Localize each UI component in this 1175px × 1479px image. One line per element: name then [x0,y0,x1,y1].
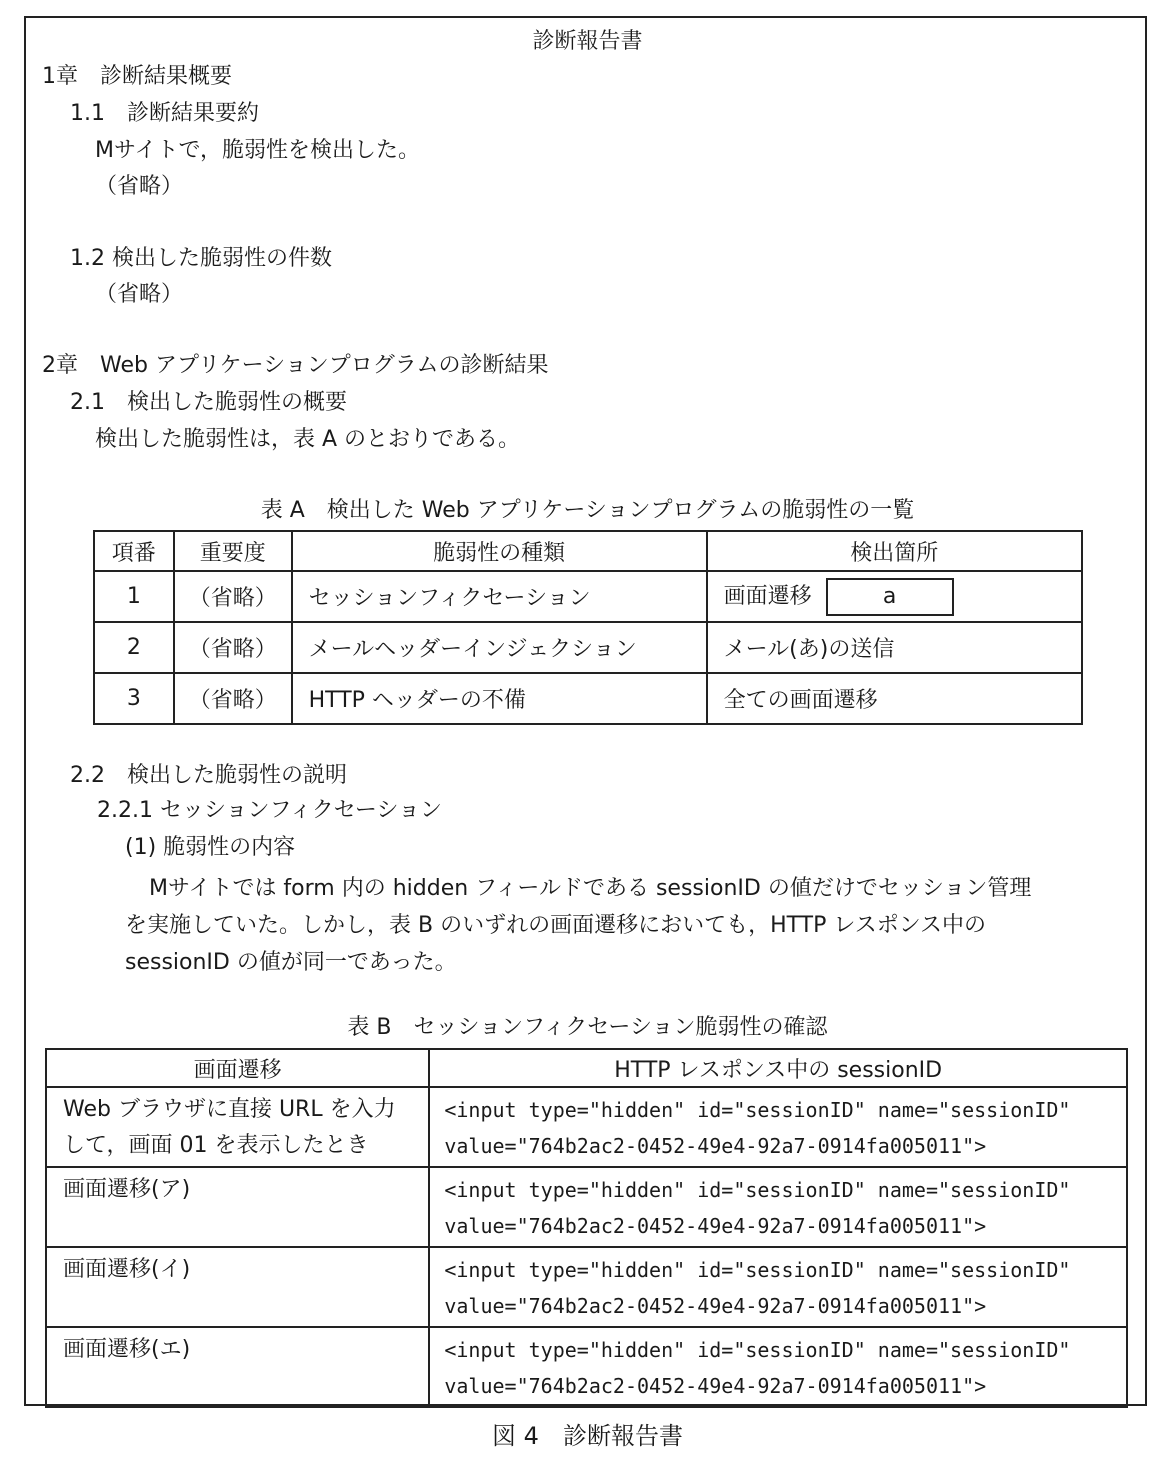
table-row [46,1327,1127,1407]
table-header-row [46,1049,1127,1087]
code-line: <input type="hidden" id="sessionID" name="sessionID" [444,1258,1071,1282]
transition-cell [46,1167,429,1247]
section-1-2-omitted: （省略） [95,282,184,307]
row-severity: （省略） [174,571,292,622]
description-line: Mサイトでは form 内の hidden フィールドである sessionID の値だけでセッション管理 [149,876,1032,901]
row-vuln-type: HTTP ヘッダーの不備 [292,673,707,724]
header-location: 検出箇所 [707,531,1082,571]
vulnerability-table [93,530,1083,725]
row-no: 1 [94,571,174,622]
table-b-caption: 表 B セッションフィクセーション脆弱性の確認 [347,1015,828,1040]
table-row [46,1167,1127,1247]
table-row [46,1247,1127,1327]
section-2-2-heading: 2.2 検出した脆弱性の説明 [70,763,347,788]
table-row [94,571,1082,622]
transition-cell [46,1327,429,1407]
transition-cell [46,1087,429,1167]
header-transition: 画面遷移 [46,1049,429,1087]
code-line: <input type="hidden" id="sessionID" name="sessionID" [444,1338,1071,1362]
code-line: <input type="hidden" id="sessionID" name="sessionID" [444,1098,1071,1122]
header-item-no: 項番 [94,531,174,571]
row-location: メール(あ)の送信 [707,622,1082,673]
session-check-table [45,1048,1128,1408]
header-vuln-type: 脆弱性の種類 [292,531,707,571]
section-2-1-text: 検出した脆弱性は，表 A のとおりである。 [95,427,521,452]
description-line: sessionID の値が同一であった。 [125,950,457,975]
code-line: value="764b2ac2-0452-49e4-92a7-0914fa005011"> [444,1294,987,1318]
row-vuln-type: セッションフィクセーション [292,571,707,622]
section-1-1-omitted: （省略） [95,174,184,199]
row-location [707,571,1082,622]
transition-line: して，画面 01 を表示したとき [63,1133,369,1158]
code-line: value="764b2ac2-0452-49e4-92a7-0914fa005011"> [444,1374,987,1398]
header-session-id: HTTP レスポンス中の sessionID [429,1049,1127,1087]
subsection-1-heading: (1) 脆弱性の内容 [125,835,296,860]
description-line: を実施していた。しかし，表 B のいずれの画面遷移においても，HTTP レスポンス中の [125,913,987,938]
row-location: 全ての画面遷移 [707,673,1082,724]
vulnerability-description [125,870,1135,981]
chapter-1-heading: 1章 診断結果概要 [42,64,232,89]
section-1-1-text: Mサイトで，脆弱性を検出した。 [95,138,421,163]
blank-box-a: a [826,578,954,616]
session-id-cell [429,1167,1127,1247]
table-row [94,673,1082,724]
chapter-2-heading: 2章 Web アプリケーションプログラムの診断結果 [42,353,549,378]
section-1-1-heading: 1.1 診断結果要約 [70,101,259,126]
transition-line: 画面遷移(ア) [63,1177,191,1202]
session-id-cell [429,1247,1127,1327]
row-no: 2 [94,622,174,673]
session-id-cell [429,1327,1127,1407]
figure-caption: 図 4 診断報告書 [492,1422,683,1450]
section-2-1-heading: 2.1 検出した脆弱性の概要 [70,390,347,415]
report-title: 診断報告書 [532,29,643,54]
transition-line: Web ブラウザに直接 URL を入力 [63,1097,396,1122]
section-2-2-1-heading: 2.2.1 セッションフィクセーション [97,798,443,823]
table-a-caption: 表 A 検出した Web アプリケーションプログラムの脆弱性の一覧 [260,498,915,523]
table-header-row [94,531,1082,571]
header-severity: 重要度 [174,531,292,571]
row-severity: （省略） [174,622,292,673]
code-line: <input type="hidden" id="sessionID" name="sessionID" [444,1178,1071,1202]
transition-cell [46,1247,429,1327]
location-text: 画面遷移 [723,583,812,609]
code-line: value="764b2ac2-0452-49e4-92a7-0914fa005011"> [444,1134,987,1158]
transition-line: 画面遷移(イ) [63,1257,191,1282]
session-id-cell [429,1087,1127,1167]
section-1-2-heading: 1.2 検出した脆弱性の件数 [70,246,332,271]
row-severity: （省略） [174,673,292,724]
transition-line: 画面遷移(エ) [63,1337,191,1362]
row-vuln-type: メールヘッダーインジェクション [292,622,707,673]
table-row [46,1087,1127,1167]
code-line: value="764b2ac2-0452-49e4-92a7-0914fa005011"> [444,1214,987,1238]
table-row [94,622,1082,673]
row-no: 3 [94,673,174,724]
